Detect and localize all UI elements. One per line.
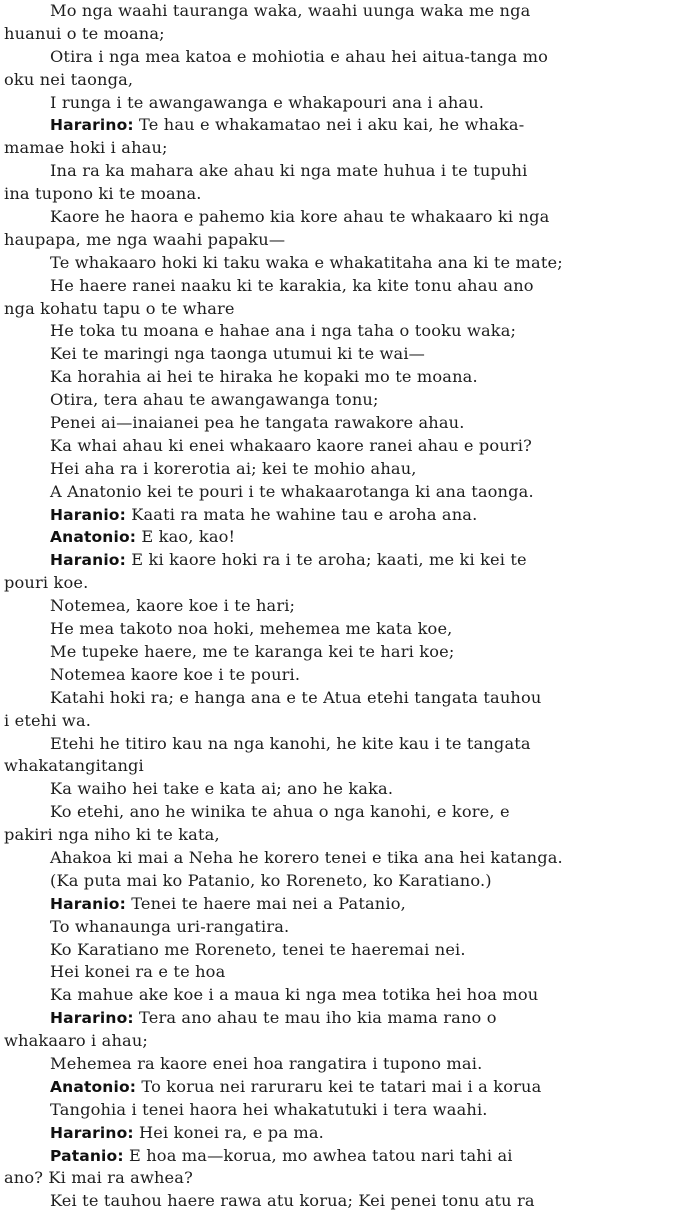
speaker-name: Hararino: [50, 116, 134, 135]
line-text: haupapa, me nga waahi papaku— [4, 229, 286, 249]
line-text: Ko etehi, ano he winika te ahua o nga kanohi, e kore, e [50, 802, 510, 822]
line-text: Penei ai—inaianei pea he tangata rawakore ahau. [50, 413, 465, 433]
line-text: Ko Karatiano me Roreneto, tenei te haeremai nei. [50, 939, 466, 959]
line-text: To korua nei raruraru kei te tatari mai i a korua [141, 1076, 542, 1096]
line-text: Tangohia i tenei haora hei whakatutuki i tera waahi. [50, 1099, 488, 1119]
line-text: oku nei taonga, [4, 69, 134, 89]
speaker-name: Anatonio: [50, 528, 137, 547]
text-line [4, 870, 694, 893]
line-text: Katahi hoki ra; e hanga ana e te Atua etehi tangata tauhou [50, 687, 542, 707]
line-text: Me tupeke haere, me te karanga kei te hari koe; [50, 641, 455, 661]
text-line [4, 458, 694, 481]
text-line [4, 526, 694, 549]
line-text: Otira i nga mea katoa e mohiotia e ahau hei aitua-tanga mo [50, 46, 549, 66]
text-line [4, 435, 694, 458]
line-text: Tera ano ahau te mau iho kia mama rano o [139, 1008, 497, 1028]
text-line [4, 504, 694, 527]
line-text: To whanaunga uri-rangatira. [50, 916, 290, 936]
line-text: Notemea, kaore koe i te hari; [50, 596, 296, 616]
text-line [4, 1099, 694, 1122]
line-text: whakatangitangi [4, 756, 144, 776]
line-text: A Anatonio kei te pouri i te whakaarotanga ki ana taonga. [50, 481, 534, 501]
speaker-name: Haranio: [50, 894, 126, 913]
line-text: Ka horahia ai hei te hiraka he kopaki mo te moana. [50, 367, 478, 387]
line-text: Mehemea ra kaore enei hoa rangatira i tupono mai. [50, 1053, 483, 1073]
text-line [4, 1007, 694, 1030]
text-line [4, 893, 694, 916]
line-text: Kei te maringi nga taonga utumui ki te wai— [50, 344, 426, 364]
text-line [4, 160, 694, 183]
text-line [4, 412, 694, 435]
text-line [4, 1122, 694, 1145]
text-line [4, 114, 694, 137]
text-line [4, 92, 694, 115]
speaker-name: Anatonio: [50, 1077, 137, 1096]
line-text: huanui o te moana; [4, 23, 165, 43]
text-line [4, 984, 694, 1007]
text-line [4, 183, 694, 206]
text-line [4, 641, 694, 664]
text-line [4, 549, 694, 572]
text-line [4, 755, 694, 778]
line-text: Ka mahue ake koe i a maua ki nga mea totika hei hoa mou [50, 985, 539, 1005]
text-line [4, 1076, 694, 1099]
line-text: Notemea kaore koe i te pouri. [50, 664, 301, 684]
text-line [4, 916, 694, 939]
line-text: pouri koe. [4, 573, 89, 593]
text-line [4, 46, 694, 69]
text-line [4, 618, 694, 641]
text-line [4, 824, 694, 847]
line-text: ina tupono ki te moana. [4, 184, 202, 204]
speaker-name: Haranio: [50, 551, 126, 570]
text-line [4, 298, 694, 321]
line-text: Te hau e whakamatao nei i aku kai, he whaka- [139, 115, 525, 135]
text-line [4, 343, 694, 366]
speaker-name: Patanio: [50, 1146, 124, 1165]
text-line [4, 1145, 694, 1168]
text-line [4, 23, 694, 46]
line-text: (Ka puta mai ko Patanio, ko Roreneto, ko Karatiano.) [50, 870, 492, 890]
line-text: He haere ranei naaku ki te karakia, ka kite tonu ahau ano [50, 275, 534, 295]
line-text: Etehi he titiro kau na nga kanohi, he kite kau i te tangata [50, 733, 531, 753]
line-text: E ki kaore hoki ra i te aroha; kaati, me ki kei te [131, 550, 527, 570]
line-text: ano? Ki mai ra awhea? [4, 1168, 193, 1188]
text-line [4, 137, 694, 160]
line-text: E kao, kao! [141, 527, 236, 547]
text-line [4, 778, 694, 801]
text-line [4, 206, 694, 229]
text-line [4, 664, 694, 687]
line-text: Hei konei ra, e pa ma. [139, 1122, 324, 1142]
speaker-name: Hararino: [50, 1123, 134, 1142]
line-text: Kaati ra mata he wahine tau e aroha ana. [131, 504, 478, 524]
text-line [4, 1190, 694, 1213]
line-text: Ka waiho hei take e kata ai; ano he kaka. [50, 779, 394, 799]
line-text: Hei konei ra e te hoa [50, 962, 226, 982]
speaker-name: Hararino: [50, 1009, 134, 1028]
text-line [4, 275, 694, 298]
text-line [4, 366, 694, 389]
text-line [4, 847, 694, 870]
text-line [4, 595, 694, 618]
line-text: Mo nga waahi tauranga waka, waahi uunga waka me nga [50, 1, 531, 20]
line-text: i etehi wa. [4, 710, 92, 730]
text-line [4, 320, 694, 343]
speaker-name: Haranio: [50, 505, 126, 524]
line-text: I runga i te awangawanga e whakapouri ana i ahau. [50, 92, 485, 112]
line-text: E hoa ma—korua, mo awhea tatou nari tahi ai [128, 1145, 513, 1165]
line-text: Ka whai ahau ki enei whakaaro kaore ranei ahau e pouri? [50, 435, 532, 455]
text-line [4, 69, 694, 92]
line-text: Ina ra ka mahara ake ahau ki nga mate huhua i te tupuhi [50, 161, 528, 181]
text-line [4, 801, 694, 824]
text-line [4, 0, 694, 23]
text-line [4, 961, 694, 984]
line-text: whakaaro i ahau; [4, 1031, 149, 1051]
text-line [4, 733, 694, 756]
line-text: He toka tu moana e hahae ana i nga taha o tooku waka; [50, 321, 517, 341]
text-line [4, 229, 694, 252]
text-line [4, 1053, 694, 1076]
text-line [4, 389, 694, 412]
line-text: Otira, tera ahau te awangawanga tonu; [50, 390, 379, 410]
text-line [4, 1167, 694, 1190]
line-text: Kaore he haora e pahemo kia kore ahau te whakaaro ki nga [50, 207, 550, 227]
line-text: Ahakoa ki mai a Neha he korero tenei e tika ana hei katanga. [50, 847, 563, 867]
line-text: Hei aha ra i korerotia ai; kei te mohio ahau, [50, 458, 417, 478]
line-text: pakiri nga niho ki te kata, [4, 825, 220, 845]
line-text: nga kohatu tapu o te whare [4, 298, 235, 318]
text-line [4, 710, 694, 733]
text-line [4, 1030, 694, 1053]
text-line [4, 252, 694, 275]
text-line [4, 687, 694, 710]
line-text: Te whakaaro hoki ki taku waka e whakatitaha ana ki te mate; [50, 252, 563, 272]
line-text: mamae hoki i ahau; [4, 138, 168, 158]
text-line [4, 939, 694, 962]
line-text: Kei te tauhou haere rawa atu korua; Kei penei tonu atu ra [50, 1191, 535, 1211]
text-line [4, 481, 694, 504]
line-text: He mea takoto noa hoki, mehemea me kata koe, [50, 619, 453, 639]
text-line [4, 572, 694, 595]
line-text: Tenei te haere mai nei a Patanio, [131, 893, 406, 913]
